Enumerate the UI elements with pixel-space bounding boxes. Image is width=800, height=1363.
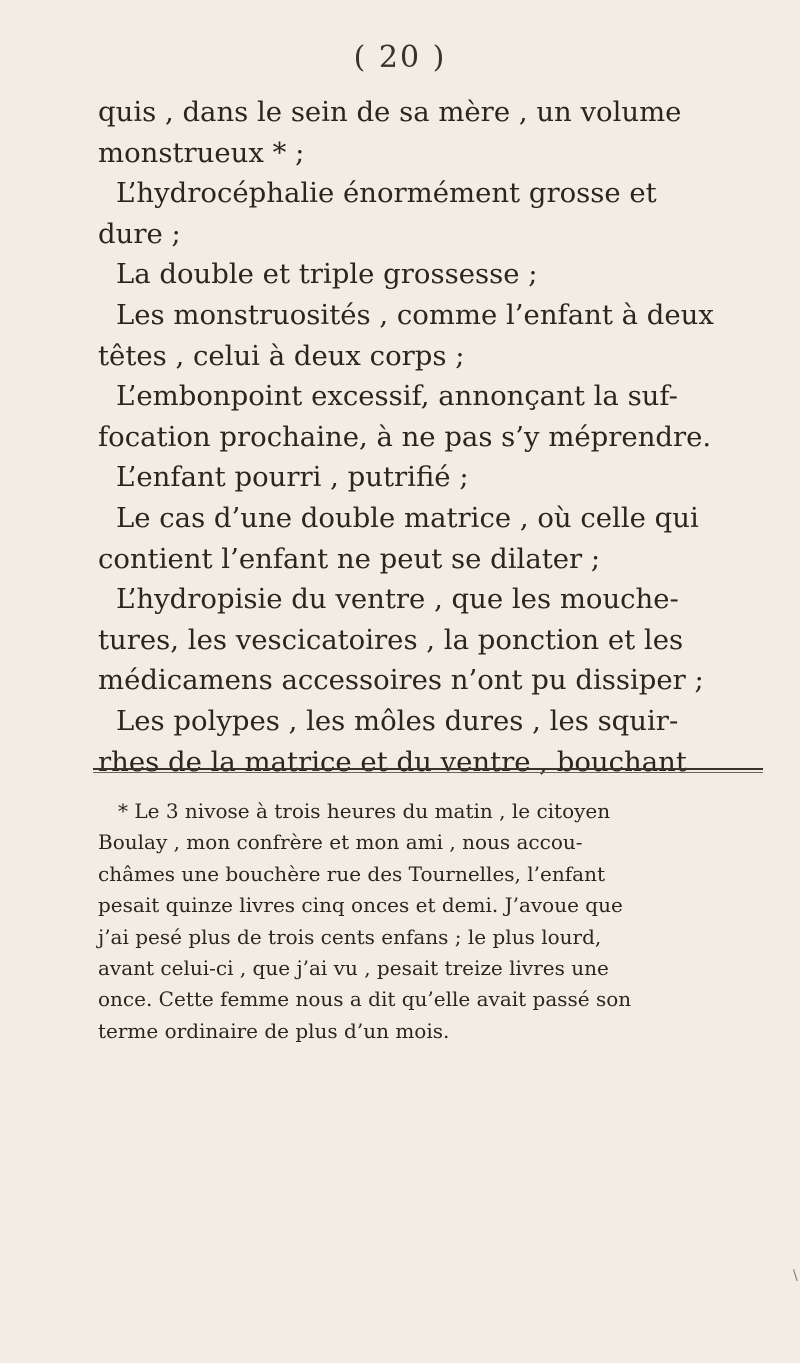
body-line: médicamens accessoires n’ont pu dissiper ; (98, 664, 704, 697)
body-line: L’embonpoint excessif, annonçant la suf- (116, 380, 678, 413)
body-line: Le cas d’une double matrice , où celle qui (116, 501, 699, 534)
body-line: quis , dans le sein de sa mère , un volume (98, 96, 682, 128)
footnote-line: châmes une bouchère rue des Tournelles, l’enfant (98, 861, 605, 886)
footnote (98, 796, 778, 1047)
footnote-line: j’ai pesé plus de trois cents enfans ; le plus lourd, (98, 924, 602, 949)
page-number: ( 20 ) (353, 40, 447, 75)
footnote-line: Boulay , mon confrère et mon ami , nous accou- (98, 830, 583, 855)
body-line: têtes , celui à deux corps ; (98, 339, 465, 372)
footnote-line: terme ordinaire de plus d’un mois. (98, 1018, 450, 1043)
body-line: focation prochaine, à ne pas s’y méprendre. (98, 420, 712, 453)
footnote-line: once. Cette femme nous a dit qu’elle avait passé son (98, 987, 632, 1012)
footnote-divider (93, 768, 763, 773)
footnote-line: pesait quinze livres cinq onces et demi. J’avoue que (98, 893, 623, 918)
stray-mark: \ (793, 1268, 798, 1284)
body-line: monstrueux * ; (98, 136, 305, 169)
footnote-line: * Le 3 nivose à trois heures du matin , le citoyen (118, 799, 611, 823)
body-line: Les polypes , les môles dures , les squir- (116, 704, 679, 737)
body-line: rhes de la matrice et du ventre , bouchant (98, 745, 687, 778)
body-line: La double et triple grossesse ; (116, 258, 538, 291)
body-line: L’hydrocéphalie énormément grosse et (116, 177, 657, 210)
body-line: tures, les vescicatoires , la ponction et les (98, 623, 684, 656)
footnote-line: avant celui-ci , que j’ai vu , pesait treize livres une (98, 955, 609, 980)
body-text (98, 92, 778, 782)
body-line: Les monstruosités , comme l’enfant à deux (116, 298, 714, 331)
body-line: contient l’enfant ne peut se dilater ; (98, 542, 601, 575)
body-line: L’enfant pourri , putrifié ; (116, 461, 469, 494)
body-line: dure ; (98, 217, 181, 250)
body-line: L’hydropisie du ventre , que les mouche- (116, 583, 679, 616)
